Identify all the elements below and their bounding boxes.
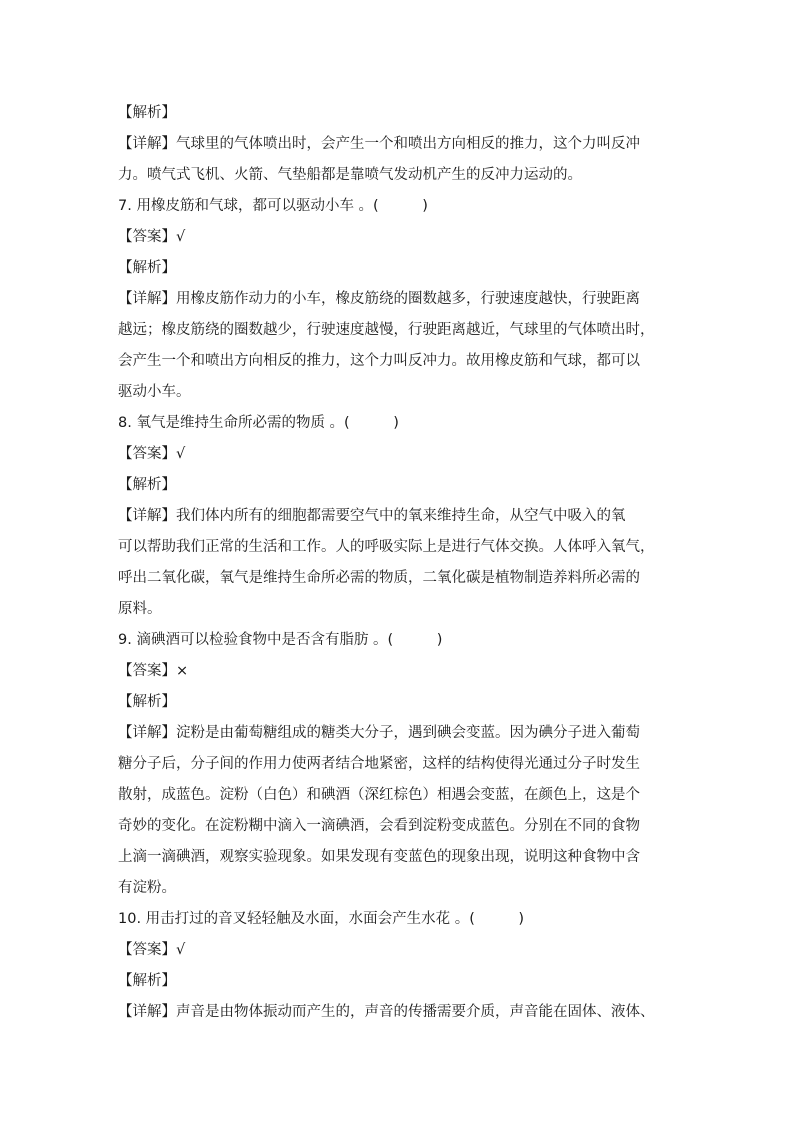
answer-line: 【答案】√ bbox=[118, 446, 186, 462]
answer-line: 【答案】√ bbox=[118, 942, 186, 958]
detail-text: 可以帮助我们正常的生活和工作。人的呼吸实际上是进行气体交换。人体呼入氧气， bbox=[118, 539, 655, 555]
question-8: 8. 氧气是维持生命所必需的物质 。( ) bbox=[118, 415, 399, 431]
detail-text: 上滴一滴碘酒，观察实验现象。如果发现有变蓝色的现象出现，说明这种食物中含 bbox=[118, 849, 640, 865]
detail-text: 有淀粉。 bbox=[118, 880, 176, 896]
detail-text: 原料。 bbox=[118, 601, 162, 617]
detail-text: 【详解】我们体内所有的细胞都需要空气中的氧来维持生命，从空气中吸入的氧 bbox=[118, 508, 626, 524]
analysis-heading: 【解析】 bbox=[118, 260, 176, 276]
answer-line: 【答案】× bbox=[118, 663, 189, 679]
detail-text: 【详解】用橡皮筋作动力的小车，橡皮筋绕的圈数越多，行驶速度越快，行驶距离 bbox=[118, 291, 640, 307]
answer-line: 【答案】√ bbox=[118, 229, 186, 245]
question-9: 9. 滴碘酒可以检验食物中是否含有脂肪 。( ) bbox=[118, 632, 443, 648]
detail-text: 【详解】淀粉是由葡萄糖组成的糖类大分子，遇到碘会变蓝。因为碘分子进入葡萄 bbox=[118, 725, 640, 741]
question-10: 10. 用击打过的音叉轻轻触及水面，水面会产生水花 。( ) bbox=[118, 911, 525, 927]
detail-text: 呼出二氧化碳，氧气是维持生命所必需的物质，二氧化碳是植物制造养料所必需的 bbox=[118, 570, 640, 586]
analysis-heading: 【解析】 bbox=[118, 694, 176, 710]
detail-text: 奇妙的变化。在淀粉糊中滴入一滴碘酒，会看到淀粉变成蓝色。分别在不同的食物 bbox=[118, 818, 640, 834]
analysis-heading: 【解析】 bbox=[118, 105, 176, 121]
detail-text: 糖分子后，分子间的作用力使两者结合地紧密，这样的结构使得光通过分子时发生 bbox=[118, 756, 640, 772]
detail-text: 散射，成蓝色。淀粉（白色）和碘酒（深红棕色）相遇会变蓝，在颜色上，这是个 bbox=[118, 787, 640, 803]
detail-text: 会产生一个和喷出方向相反的推力，这个力叫反冲力。故用橡皮筋和气球，都可以 bbox=[118, 353, 640, 369]
analysis-heading: 【解析】 bbox=[118, 973, 176, 989]
detail-text: 驱动小车。 bbox=[118, 384, 191, 400]
document-page bbox=[118, 98, 683, 1028]
detail-text: 【详解】气球里的气体喷出时，会产生一个和喷出方向相反的推力，这个力叫反冲 bbox=[118, 136, 640, 152]
analysis-heading: 【解析】 bbox=[118, 477, 176, 493]
detail-text: 力。喷气式飞机、火箭、气垫船都是靠喷气发动机产生的反冲力运动的。 bbox=[118, 167, 582, 183]
detail-text: 【详解】声音是由物体振动而产生的，声音的传播需要介质，声音能在固体、液体、 bbox=[118, 1004, 655, 1020]
question-7: 7. 用橡皮筋和气球，都可以驱动小车 。( ) bbox=[118, 198, 428, 214]
detail-text: 越远；橡皮筋绕的圈数越少，行驶速度越慢，行驶距离越近，气球里的气体喷出时， bbox=[118, 322, 655, 338]
